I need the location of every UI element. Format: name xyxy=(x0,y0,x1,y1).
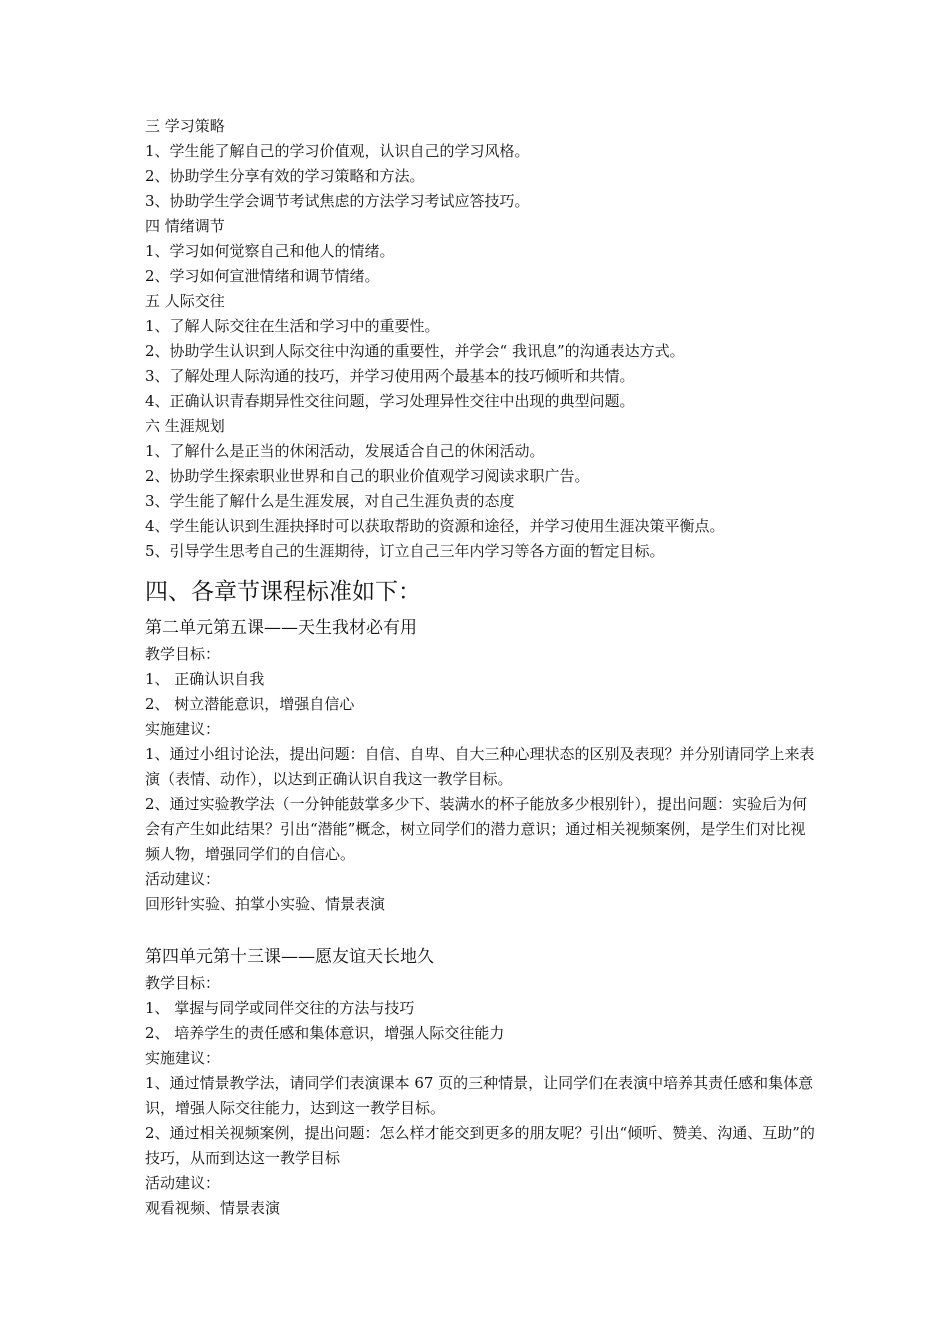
impl-label: 实施建议： xyxy=(145,1049,221,1067)
goal-item: 1、 掌握与同学或同伴交往的方法与技巧 xyxy=(145,999,415,1017)
chapter-title: 四、各章节课程标准如下： xyxy=(145,579,421,605)
list-item: 2、学习如何宣泄情绪和调节情绪。 xyxy=(145,267,380,285)
activity-label: 活动建议： xyxy=(145,870,221,888)
list-item: 3、了解处理人际沟通的技巧，并学习使用两个最基本的技巧倾听和共情。 xyxy=(145,367,635,385)
list-item: 1、了解人际交往在生活和学习中的重要性。 xyxy=(145,317,440,335)
activity-text: 观看视频、情景表演 xyxy=(145,1199,281,1217)
list-item: 2、协助学生认识到人际交往中沟通的重要性，并学会“ 我讯息”的沟通表达方式。 xyxy=(145,342,685,360)
section-heading: 四 情绪调节 xyxy=(145,217,225,235)
list-item: 1、了解什么是正当的休闲活动，发展适合自己的休闲活动。 xyxy=(145,442,545,460)
list-item: 1、学生能了解自己的学习价值观，认识自己的学习风格。 xyxy=(145,142,530,160)
list-item: 4、正确认识青春期异性交往问题，学习处理异性交往中出现的典型问题。 xyxy=(145,392,635,410)
impl-paragraph: 1、通过小组讨论法，提出问题：自信、自卑、自大三种心理状态的区别及表现？并分别请同学上来表演（表情、动作），以达到正确认识自我这一教学目标。 xyxy=(145,745,815,788)
impl-paragraph: 1、通过情景教学法，请同学们表演课本 67 页的三种情景，让同学们在表演中培养其责任感和集体意识，增强人际交往能力，达到这一教学目标。 xyxy=(145,1074,814,1117)
activity-label: 活动建议： xyxy=(145,1174,221,1192)
goals-label: 教学目标： xyxy=(145,974,221,992)
lesson-title: 第四单元第十三课——愿友谊天长地久 xyxy=(145,947,434,967)
list-item: 5、引导学生思考自己的生涯期待，订立自己三年内学习等各方面的暂定目标。 xyxy=(145,542,665,560)
list-item: 4、学生能认识到生涯抉择时可以获取帮助的资源和途径，并学习使用生涯决策平衡点。 xyxy=(145,517,725,535)
impl-paragraph: 2、通过相关视频案例，提出问题：怎么样才能交到更多的朋友呢？引出“倾听、赞美、沟通、互助”的技巧，从而到达这一教学目标 xyxy=(145,1124,815,1167)
goals-label: 教学目标： xyxy=(145,645,221,663)
spacer xyxy=(145,917,815,941)
section-heading: 五 人际交往 xyxy=(145,292,225,310)
goal-item: 1、 正确认识自我 xyxy=(145,670,265,688)
impl-label: 实施建议： xyxy=(145,720,221,738)
list-item: 3、协助学生学会调节考试焦虑的方法学习考试应答技巧。 xyxy=(145,192,530,210)
section-heading: 三 学习策略 xyxy=(145,117,225,135)
list-item: 2、协助学生分享有效的学习策略和方法。 xyxy=(145,167,425,185)
activity-text: 回形针实验、拍掌小实验、情景表演 xyxy=(145,895,386,913)
section-heading: 六 生涯规划 xyxy=(145,417,225,435)
list-item: 3、学生能了解什么是生涯发展，对自己生涯负责的态度 xyxy=(145,492,515,510)
lesson-title: 第二单元第五课——天生我材必有用 xyxy=(145,618,417,638)
impl-paragraph: 2、通过实验教学法（一分钟能鼓掌多少下、装满水的杯子能放多少根别针），提出问题：实验后为何会有产生如此结果？引出“潜能”概念，树立同学们的潜力意识；通过相关视频案例，是学生们对比视频人物，增强同学们的自信心。 xyxy=(145,795,808,863)
list-item: 1、学习如何觉察自己和他人的情绪。 xyxy=(145,242,395,260)
document-body xyxy=(145,114,815,1221)
list-item: 2、协助学生探索职业世界和自己的职业价值观学习阅读求职广告。 xyxy=(145,467,590,485)
goal-item: 2、 树立潜能意识，增强自信心 xyxy=(145,695,355,713)
goal-item: 2、 培养学生的责任感和集体意识，增强人际交往能力 xyxy=(145,1024,505,1042)
